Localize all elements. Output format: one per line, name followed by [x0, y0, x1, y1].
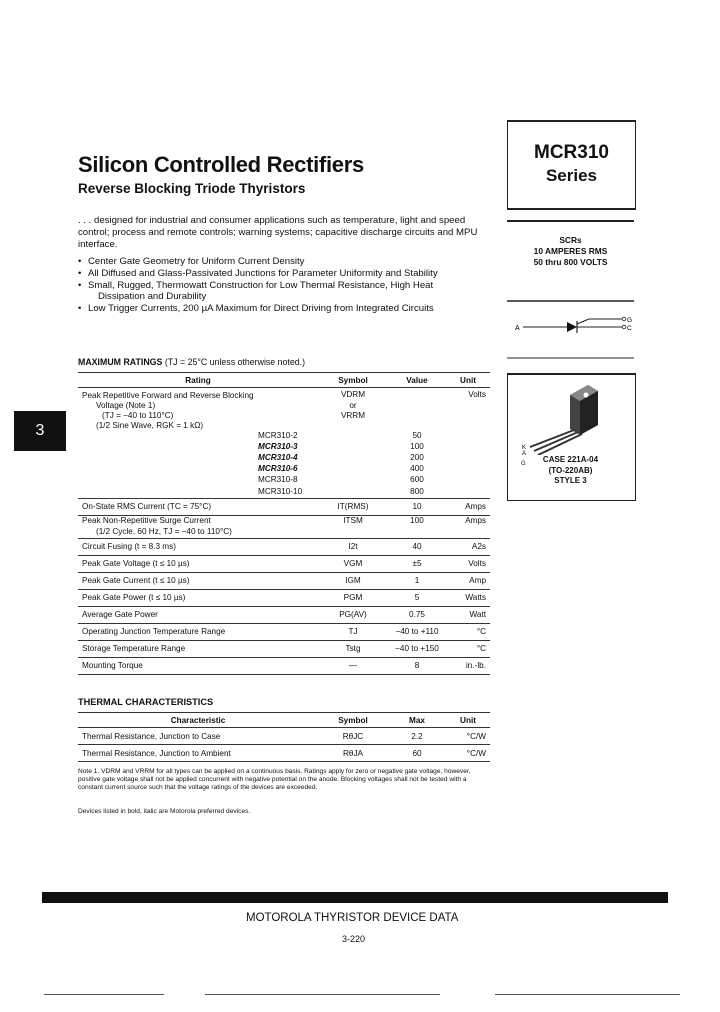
- case-number: CASE 221A-04: [542, 455, 599, 464]
- device-name: MCR310-6: [258, 464, 298, 473]
- feature-item: • Low Trigger Currents, 200 µA Maximum for Direct Driving from Integrated Circuits: [78, 303, 488, 315]
- pin-k-label: K: [522, 445, 527, 451]
- col-unit: Unit: [446, 713, 490, 728]
- rating-value: 5: [388, 589, 446, 606]
- to220-package-image: [508, 375, 635, 455]
- rating-value: 1: [388, 572, 446, 589]
- thermal-symbol: RθJC: [342, 731, 364, 741]
- rating-value: 0.75: [388, 606, 446, 623]
- rating-label: Average Gate Power: [78, 606, 318, 623]
- col-symbol: Symbol: [318, 373, 388, 388]
- footer-text: MOTOROLA THYRISTOR DEVICE DATA: [246, 912, 459, 924]
- thermal-unit: °C/W: [446, 745, 490, 762]
- rating-unit: Volts: [446, 555, 490, 572]
- gate-label: G: [627, 317, 633, 324]
- col-unit: Unit: [446, 373, 490, 388]
- scr-symbol-diagram: [507, 300, 634, 360]
- device-value: 400: [410, 464, 424, 473]
- thermal-heading: THERMAL CHARACTERISTICS: [78, 697, 214, 707]
- rating-value: ±5: [388, 555, 446, 572]
- scr-line: 10 AMPERES RMS: [533, 246, 608, 256]
- thermal-table: [78, 712, 490, 762]
- cathode-label: C: [627, 325, 632, 332]
- device-value: 100: [410, 442, 424, 451]
- rating-symbol: Tstg: [318, 640, 388, 657]
- rating-label: Storage Temperature Range: [78, 640, 318, 657]
- peak-rating-line: (1/2 Sine Wave, RGK = 1 kΩ): [96, 420, 204, 430]
- rating-unit: °C: [446, 623, 490, 640]
- device-value: 50: [412, 431, 422, 440]
- peak-symbol: VRRM: [340, 410, 366, 420]
- rating-symbol: I2t: [318, 538, 388, 555]
- rating-label: Peak Non-Repetitive Surge Current: [78, 515, 318, 526]
- peak-rating-line: Voltage (Note 1): [96, 400, 156, 410]
- rating-unit: Amp: [446, 572, 490, 589]
- scr-line: SCRs: [559, 235, 582, 245]
- thermal-max: 60: [388, 745, 446, 762]
- series-name: MCR310: [534, 142, 609, 163]
- device-name: MCR310-3: [258, 442, 298, 451]
- scr-line: 50 thru 800 VOLTS: [533, 257, 608, 267]
- rating-symbol: PGM: [318, 589, 388, 606]
- device-value: 200: [410, 453, 424, 462]
- rating-label-cont: (1/2 Cycle, 60 Hz, TJ = −40 to 110°C): [96, 527, 232, 537]
- rating-label: Peak Gate Voltage (t ≤ 10 µs): [78, 555, 318, 572]
- col-rating: Rating: [78, 373, 318, 388]
- device-name: MCR310-4: [258, 453, 298, 462]
- thermal-unit: °C/W: [466, 731, 486, 741]
- rating-unit: in.-lb.: [446, 657, 490, 674]
- thermal-max: 2.2: [411, 731, 423, 741]
- rating-label: Circuit Fusing (t = 8.3 ms): [78, 538, 318, 555]
- rating-value: −40 to +110: [388, 623, 446, 640]
- col-characteristic: Characteristic: [78, 713, 318, 728]
- feature-item: • All Diffused and Glass-Passivated Junctions for Parameter Uniformity and Stability: [78, 268, 488, 280]
- col-value: Value: [388, 373, 446, 388]
- rating-unit: Amps: [446, 515, 490, 526]
- rating-label: Operating Junction Temperature Range: [78, 623, 318, 640]
- rating-value: −40 to +150: [388, 640, 446, 657]
- feature-item: • Small, Rugged, Thermowatt Construction for Low Thermal Resistance, High Heat Dissipation and Durability: [78, 280, 488, 304]
- rating-unit: Amps: [446, 498, 490, 515]
- rating-unit: Watt: [446, 606, 490, 623]
- rating-symbol: TJ: [318, 623, 388, 640]
- scan-artifact: [205, 994, 440, 995]
- series-label: Series: [545, 166, 598, 185]
- package-caption: [507, 455, 634, 487]
- rating-value: 100: [388, 515, 446, 526]
- pin-g-label: G: [521, 461, 526, 467]
- thermal-char: Thermal Resistance, Junction to Ambient: [78, 745, 318, 762]
- rating-symbol: VGM: [318, 555, 388, 572]
- peak-symbol: or: [349, 400, 357, 410]
- rating-label: Peak Gate Current (t ≤ 10 µs): [78, 572, 318, 589]
- note-1: Note 1. VDRM and VRRM for all types can be applied on a continuous basis. Ratings apply for zero or negative gate voltage, however, positive gate voltage shall not be applied concurrent with negative potential on the anode. Blocking voltages shall not be tested with a constant current source such that the voltage ratings of the devices are exceeded.: [78, 768, 471, 791]
- device-name: MCR310-10: [258, 486, 303, 496]
- peak-rating-line: Peak Repetitive Forward and Reverse Blocking: [82, 391, 254, 400]
- rating-symbol: PG(AV): [318, 606, 388, 623]
- page-subtitle: Reverse Blocking Triode Thyristors: [78, 181, 306, 196]
- peak-unit: Volts: [468, 389, 486, 399]
- footer-rule: [42, 892, 668, 903]
- device-name: MCR310-8: [258, 475, 298, 484]
- rating-label: Mounting Torque: [78, 657, 318, 674]
- rating-symbol: ITSM: [318, 515, 388, 526]
- thermal-symbol: RθJA: [318, 745, 388, 762]
- thermal-char: Thermal Resistance, Junction to Case: [82, 731, 221, 741]
- rating-label: On-State RMS Current (TC = 75°C): [78, 498, 318, 515]
- feature-item: • Center Gate Geometry for Uniform Current Density: [78, 256, 488, 268]
- rating-value: 8: [388, 657, 446, 674]
- rating-symbol: IGM: [318, 572, 388, 589]
- rating-symbol: IT(RMS): [318, 498, 388, 515]
- scan-artifact: [44, 994, 164, 995]
- rating-label: Peak Gate Power (t ≤ 10 µs): [78, 589, 318, 606]
- pin-a-label: A: [522, 451, 527, 455]
- max-ratings-heading: MAXIMUM RATINGS (TJ = 25°C unless otherwise noted.): [78, 357, 306, 367]
- max-ratings-table: [78, 372, 490, 675]
- device-name: MCR310-2: [258, 431, 298, 440]
- device-value: 800: [410, 486, 424, 496]
- rating-unit: A2s: [446, 538, 490, 555]
- scan-artifact: [495, 994, 680, 995]
- diode-triangle: [567, 322, 577, 332]
- device-value: 600: [410, 475, 424, 484]
- rating-value: 10: [388, 498, 446, 515]
- col-symbol: Symbol: [318, 713, 388, 728]
- col-max: Max: [388, 713, 446, 728]
- peak-rating-line: (TJ = −40 to 110°C): [102, 410, 174, 420]
- rating-unit: Watts: [446, 589, 490, 606]
- feature-list: [78, 256, 488, 315]
- rating-symbol: —: [318, 657, 388, 674]
- scr-summary: [507, 220, 634, 284]
- series-box: [507, 120, 636, 210]
- rating-value: 40: [388, 538, 446, 555]
- peak-symbol: VDRM: [340, 389, 366, 399]
- rating-unit: °C: [446, 640, 490, 657]
- case-type: (TO-220AB): [548, 465, 593, 475]
- page-title: Silicon Controlled Rectifiers: [78, 152, 364, 177]
- anode-label: A: [515, 325, 520, 332]
- page-number: 3-220: [342, 934, 366, 944]
- intro-paragraph: . . . designed for industrial and consumer applications such as temperature, light and speed control; process and remote controls; warning systems; capacitive discharge circuits and MPU interface.: [78, 215, 478, 250]
- case-style: STYLE 3: [554, 476, 587, 485]
- section-tab: 3: [14, 411, 66, 451]
- note-preferred-devices: Devices listed in bold, italic are Motorola preferred devices.: [78, 808, 251, 815]
